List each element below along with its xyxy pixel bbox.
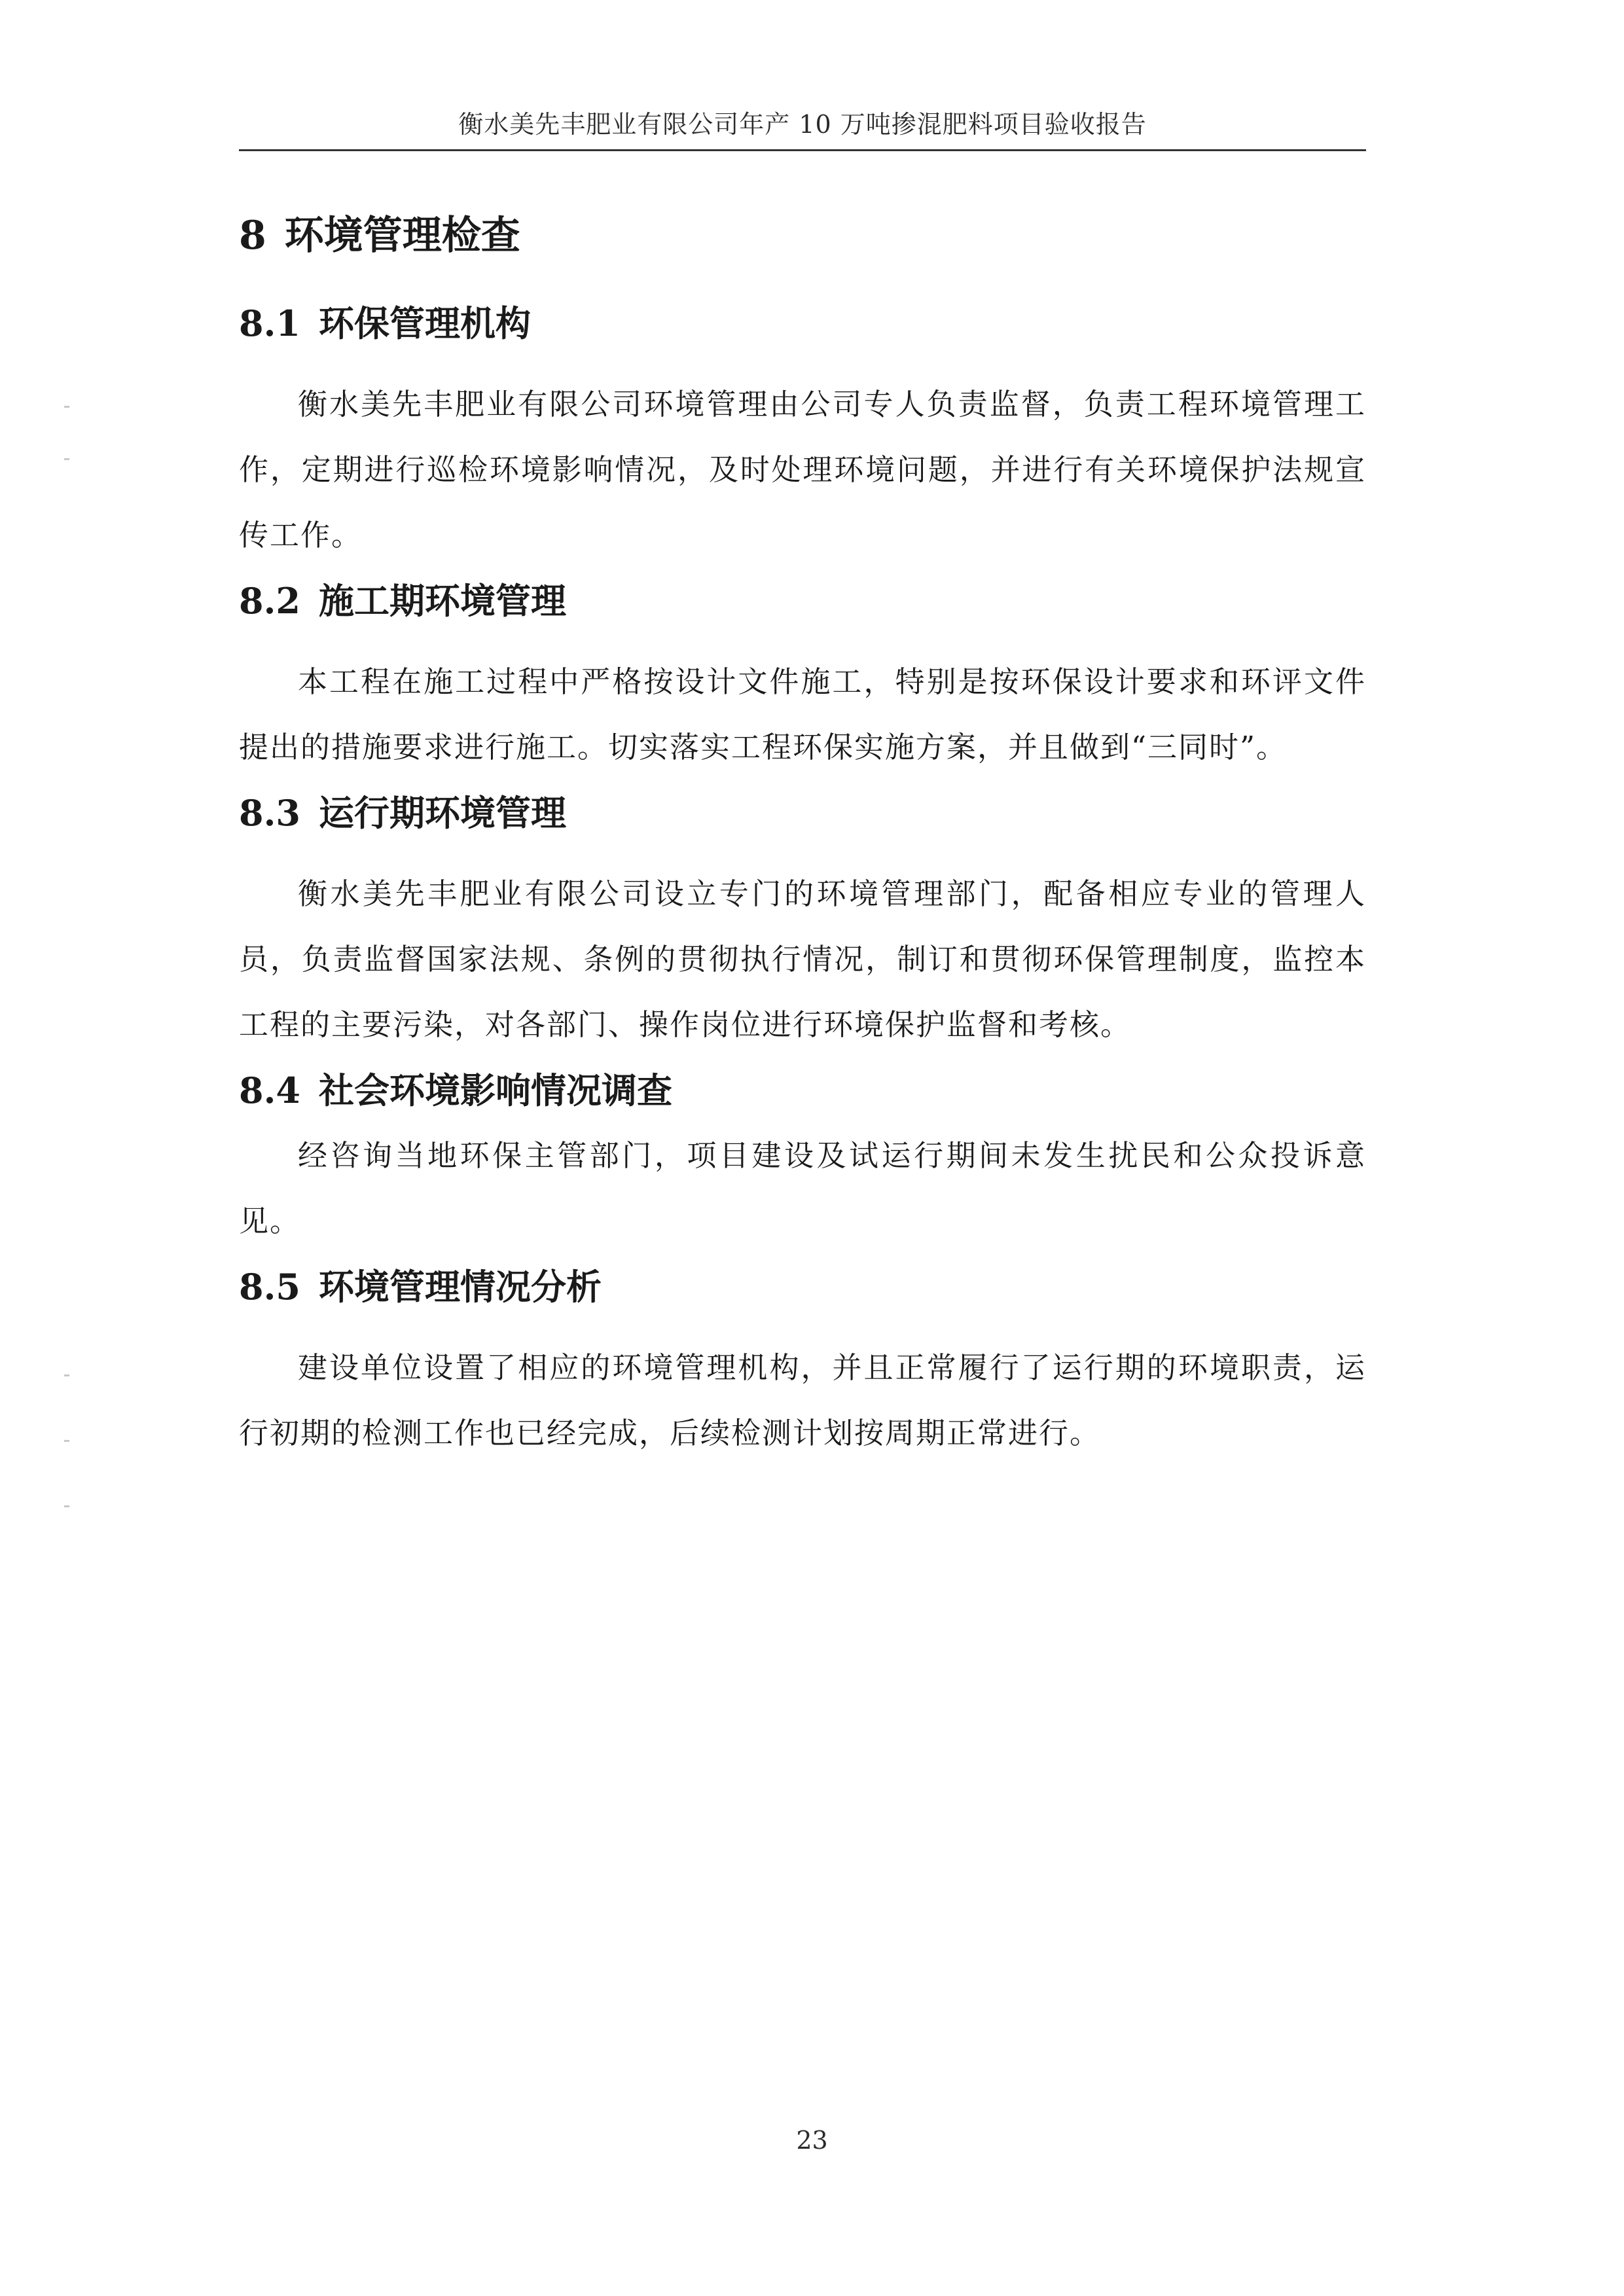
chapter-title: 环境管理检查 — [284, 213, 520, 259]
scan-artifact — [64, 406, 72, 414]
section-paragraph-8-1: 衡水美先丰肥业有限公司环境管理由公司专人负责监督，负责工程环境管理工作，定期进行巡检环境影响情况，及时处理环境问题，并进行有关环境保护法规宣传工作。 — [239, 387, 1366, 552]
section-heading-8-4 — [239, 1058, 1366, 1123]
section-number: 8.3 — [239, 792, 300, 834]
chapter-heading — [239, 196, 1366, 275]
scan-artifact — [64, 1505, 72, 1513]
page-number: 23 — [796, 2126, 828, 2155]
section-heading-8-5 — [239, 1254, 1366, 1319]
section-paragraph-8-5: 建设单位设置了相应的环境管理机构，并且正常履行了运行期的环境职责，运行初期的检测工作也已经完成，后续检测计划按周期正常进行。 — [239, 1350, 1366, 1450]
section-number: 8.5 — [239, 1266, 300, 1308]
scan-artifact — [64, 458, 72, 466]
section-paragraph-8-2: 本工程在施工过程中严格按设计文件施工，特别是按环保设计要求和环评文件提出的措施要求进行施工。切实落实工程环保实施方案，并且做到“三同时”。 — [239, 664, 1366, 764]
page-content — [239, 196, 1366, 1466]
section-number: 8.1 — [239, 302, 300, 344]
header-rule — [239, 149, 1366, 151]
section-number: 8.2 — [239, 580, 300, 622]
section-title: 施工期环境管理 — [318, 580, 566, 622]
scan-artifact — [64, 1374, 72, 1382]
section-heading-8-1 — [239, 291, 1366, 356]
section-number: 8.4 — [239, 1069, 300, 1111]
section-paragraph-8-3: 衡水美先丰肥业有限公司设立专门的环境管理部门，配备相应专业的管理人员，负责监督国家法规、条例的贯彻执行情况，制订和贯彻环保管理制度，监控本工程的主要污染，对各部门、操作岗位进行环境保护监督和考核。 — [239, 876, 1366, 1042]
section-title: 运行期环境管理 — [318, 792, 566, 834]
section-paragraph-8-4: 经咨询当地环保主管部门，项目建设及试运行期间未发生扰民和公众投诉意见。 — [239, 1138, 1366, 1238]
scan-artifact — [64, 1440, 72, 1448]
section-title: 社会环境影响情况调查 — [318, 1069, 672, 1111]
section-heading-8-2 — [239, 568, 1366, 634]
running-header: 衡水美先丰肥业有限公司年产 10 万吨掺混肥料项目验收报告 — [458, 110, 1147, 139]
section-title: 环境管理情况分析 — [318, 1266, 602, 1308]
section-title: 环保管理机构 — [318, 302, 531, 344]
section-heading-8-3 — [239, 780, 1366, 846]
chapter-number: 8 — [239, 213, 266, 259]
